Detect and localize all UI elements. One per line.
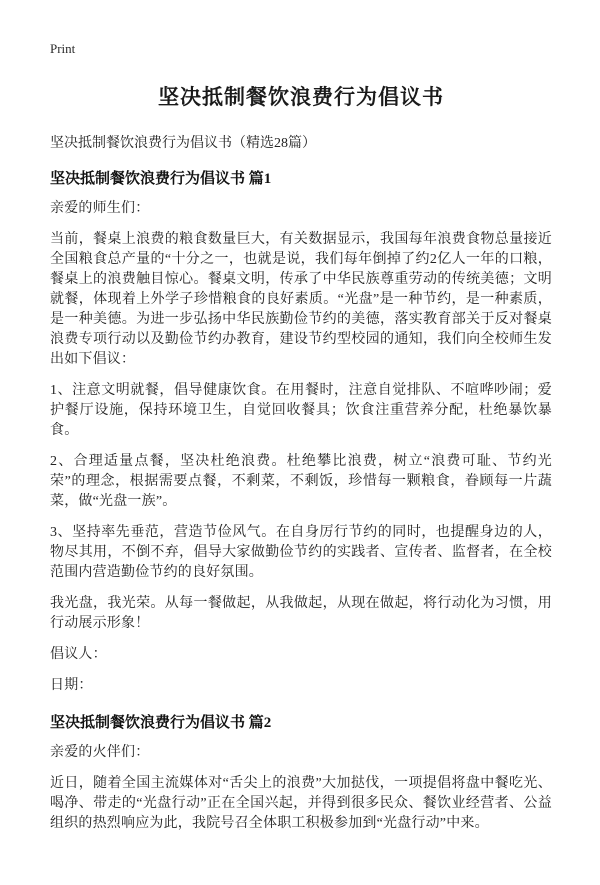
list-item-1: 1、注意文明就餐，倡导健康饮食。在用餐时，注意自觉排队、不喧哗吵闹；爱护餐厅设施，保持环境卫生，自觉回收餐具；饮食注重营养分配，杜绝暴饮暴食。 [50,383,552,438]
proposer-line: 倡议人： [50,647,107,662]
salutation: 亲爱的火伴们： [50,745,150,760]
collection-subtitle: 坚决抵制餐饮浪费行为倡议书（精选28篇） [50,136,316,151]
list-item-2: 2、合理适量点餐，坚决杜绝浪费。杜绝攀比浪费，树立“浪费可耻、节约光荣”的理念，根据需要点餐，不剩菜，不剩饭，珍惜每一颗粮食，眷顾每一片蔬菜，做“光盘一族”。 [50,454,552,509]
list-item-3: 3、坚持率先垂范，营造节俭风气。在自身厉行节约的同时，也提醒身边的人，物尽其用，不倒不弃，倡导大家做勤俭节约的实践者、宣传者、监督者，在全校范围内营造勤俭节约的良好氛围。 [50,525,552,580]
section-heading: 坚决抵制餐饮浪费行为倡议书 篇2 [50,715,272,731]
section-heading: 坚决抵制餐饮浪费行为倡议书 篇1 [50,171,272,187]
paragraph: 当前，餐桌上浪费的粮食数量巨大，有关数据显示，我国每年浪费食物总量接近全国粮食总产量的“十分之一，也就是说，我们每年倒掉了约2亿人一年的口粮，餐桌上的浪费触目惊心。餐桌文明，传承了中华民族尊重劳动的传统美德；文明就餐，体现着上外学子珍惜粮食的良好素质。“光盘”是一种节约，是一种素质，是一种美德。为进一步弘扬中华民族勤俭节约的美德，落实教育部关于反对餐桌浪费专项行动以及勤俭节约办教育，建设节约型校园的通知，我们向全校师生发出如下倡议： [50,232,552,367]
paragraph: 我光盘，我光荣。从每一餐做起，从我做起，从现在做起，将行动化为习惯，用行动展示形象！ [50,596,552,631]
salutation: 亲爱的师生们： [50,201,150,216]
page-title: 坚决抵制餐饮浪费行为倡议书 [158,85,444,109]
section-pian-2 [50,711,552,834]
paragraph: 近日，随着全国主流媒体对“舌尖上的浪费”大加挞伐，一项提倡将盘中餐吃光、喝净、带走的“光盘行动”正在全国兴起，并得到很多民众、餐饮业经营者、公益组织的热烈响应为此，我院号召全体职工积极参加到“光盘行动”中来。 [50,776,552,831]
date-line: 日期： [50,678,93,693]
section-pian-1 [50,167,552,696]
print-link[interactable]: Print [50,41,76,56]
